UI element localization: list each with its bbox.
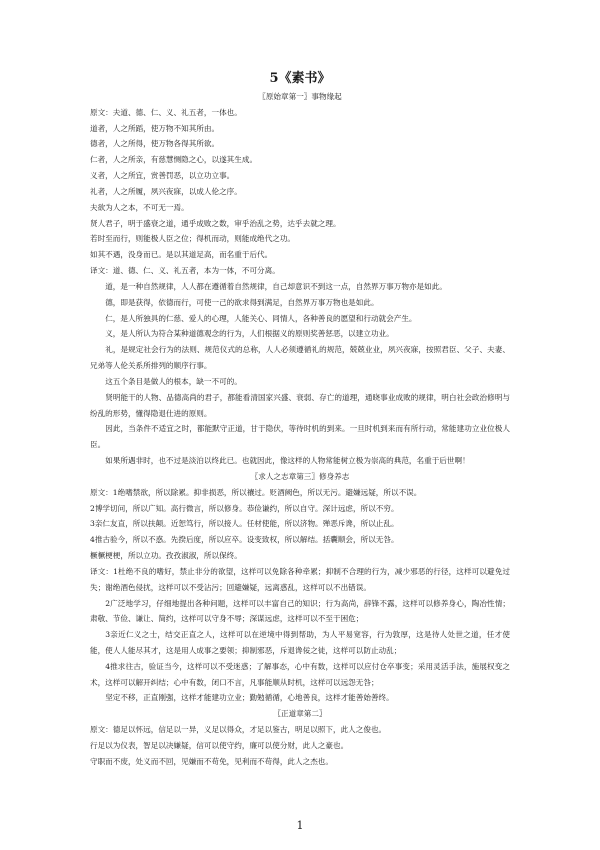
document-body — [90, 89, 510, 770]
original-text-line: 4推古验今，所以不惑。先揆后度，所以应卒。设变致权，所以解结。括囊顺会，所以无咎。 — [90, 535, 399, 545]
original-text-line: 如其不遇，没身而已。是以其道足高，而名重于后代。 — [90, 250, 273, 260]
translation-paragraph: 礼，是规定社会行为的法则、规范仪式的总称，人人必须遵循礼的规范，兢兢业业，夙兴夜寐，按照君臣、父子、夫妻、兄弟等人伦关系所排列的顺序行事。 — [90, 345, 510, 371]
translation-paragraph: 译文：1杜绝不良的嗜好，禁止非分的欲望，这样可以免除各种牵累；抑制不合理的行为，减少邪恶的行径，这样可以避免过失；谢绝酒色侵扰，这样可以不受沾污；回避嫌疑，远离惑乱，这样可以不出错误。 — [90, 566, 510, 592]
original-text-line: 若时至而行，则能极人臣之位；得机而动，则能成绝代之功。 — [90, 234, 296, 244]
original-text-line: 道者，人之所蹈，使万物不知其所由。 — [90, 123, 220, 133]
original-text-line: 原文：1绝嗜禁欲，所以除累。抑非损恶，所以禳过。贬酒阙色，所以无污。避嫌远疑，所以不误。 — [90, 487, 422, 497]
original-text-line: 3亲仁友直，所以扶颠。近恕笃行，所以接人。任材使能，所以济物。殚恶斥谗，所以止乱。 — [90, 519, 399, 529]
chapter-heading: 〖原始章第一〗事物缘起 — [258, 92, 342, 101]
translation-paragraph: 4推求往古，验证当今，这样可以不受迷惑；了解事态，心中有数，这样可以应付仓卒事变；采用灵活手法，施展权变之术，这样可以解开纠结；心中有数，闭口不言，凡事能顺从时机，这样可以远怨无咎； — [90, 661, 510, 687]
chapter-heading: 〖正道章第二〗 — [273, 709, 327, 719]
translation-paragraph: 3亲近仁义之士，结交正直之人，这样可以在逆境中得到帮助，为人平易宽容，行为敦厚，这是待人处世之道，任才使能，使人人能尽其才，这是用人成事之要领；抑制邪恶，斥退谗佞之徒，这样可以防止动乱； — [90, 630, 510, 655]
translation-paragraph: 因此，当条件不适宜之时，都能默守正道，甘于隐伏，等待时机的到来。一旦时机到来而有所行动，常能建功立业位极人臣。 — [90, 424, 510, 450]
original-text-line: 守职而不废，处义而不回，见嫌而不苟免，见利而不苟得，此人之杰也。 — [90, 756, 333, 766]
original-text-line: 义者，人之所宜，赏善罚恶，以立功立事。 — [90, 171, 235, 181]
original-text-line: 德者，人之所得，使万物各得其所欲。 — [90, 139, 220, 149]
original-text-line: 橛橛梗梗，所以立功。孜孜淑淑，所以保终。 — [90, 551, 242, 561]
original-text-line: 仁者，人之所亲，有慈慧恻隐之心，以遂其生成。 — [90, 155, 258, 165]
translation-paragraph: 这五个条目是做人的根本，缺一不可的。 — [105, 376, 242, 386]
original-text-line: 原文：德足以怀远，信足以一异，义足以得众，才足以鉴古，明足以照下，此人之俊也。 — [90, 725, 387, 735]
translation-paragraph: 如果所遇非时，也不过是淡泊以终此已。也就因此，像这样的人物常能树立极为崇高的典范，名重于后世啊！ — [105, 456, 470, 466]
translation-paragraph: 译文：道、德、仁、义、礼五者，本为一体，不可分离。 — [90, 266, 280, 276]
page-number: 1 — [296, 819, 304, 832]
original-text-line: 礼者，人之所履，夙兴夜寐，以成人伦之序。 — [90, 186, 242, 196]
original-text-line: 夫欲为人之本，不可无一焉。 — [90, 202, 189, 212]
original-text-line: 原文：夫道、德、仁、义、礼五者，一体也。 — [90, 107, 242, 117]
translation-paragraph: 德，即是获得，依德而行，可使一己的欲求得到满足，自然界万事万物也是如此。 — [105, 297, 379, 307]
translation-paragraph: 仁，是人所独具的仁慈、爱人的心理，人能关心、同情人，各种善良的愿望和行动就会产生。 — [105, 313, 417, 323]
translation-paragraph: 义，是人所认为符合某种道德观念的行为，人们根据义的原则奖善惩恶，以建立功业。 — [105, 329, 394, 339]
original-text-line: 贤人君子，明于盛衰之道，通乎成败之数，审乎治乱之势，达乎去就之理。 — [90, 218, 341, 228]
document-title: 5《素书》 — [269, 71, 331, 86]
translation-paragraph: 贤明能干的人物、品德高尚的君子，都能看清国家兴盛、衰弱、存亡的道理，通晓事业成败的规律，明白社会政治修明与纷乱的形势，懂得隐退仕进的原则。 — [90, 392, 510, 418]
original-text-line: 2博学切问，所以广知。高行微言，所以修身。恭俭谦约，所以自守。深计远虑，所以不穷。 — [90, 503, 399, 513]
translation-paragraph: 2广泛地学习，仔细地提出各种问题，这样可以丰富自己的知识；行为高尚，辞锋不露，这样可以修养身心，陶冶性情；肃敬、节俭、谦让、简约，这样可以守身不辱；深谋远虑，这样可以不至于困危； — [90, 598, 510, 624]
translation-paragraph: 坚定不移，正直刚强，这样才能建功立业；勤勉循循，心地善良，这样才能善始善终。 — [105, 693, 394, 703]
original-text-line: 行足以为仪表，智足以决嫌疑，信可以使守约，廉可以使分财，此人之豪也。 — [90, 740, 349, 750]
translation-paragraph: 道，是一种自然规律，人人都在遵循着自然规律，自己却意识不到这一点，自然界万事万物亦是如此。 — [105, 281, 447, 291]
chapter-heading: 〖求人之志章第三〗修身养志 — [250, 471, 350, 481]
